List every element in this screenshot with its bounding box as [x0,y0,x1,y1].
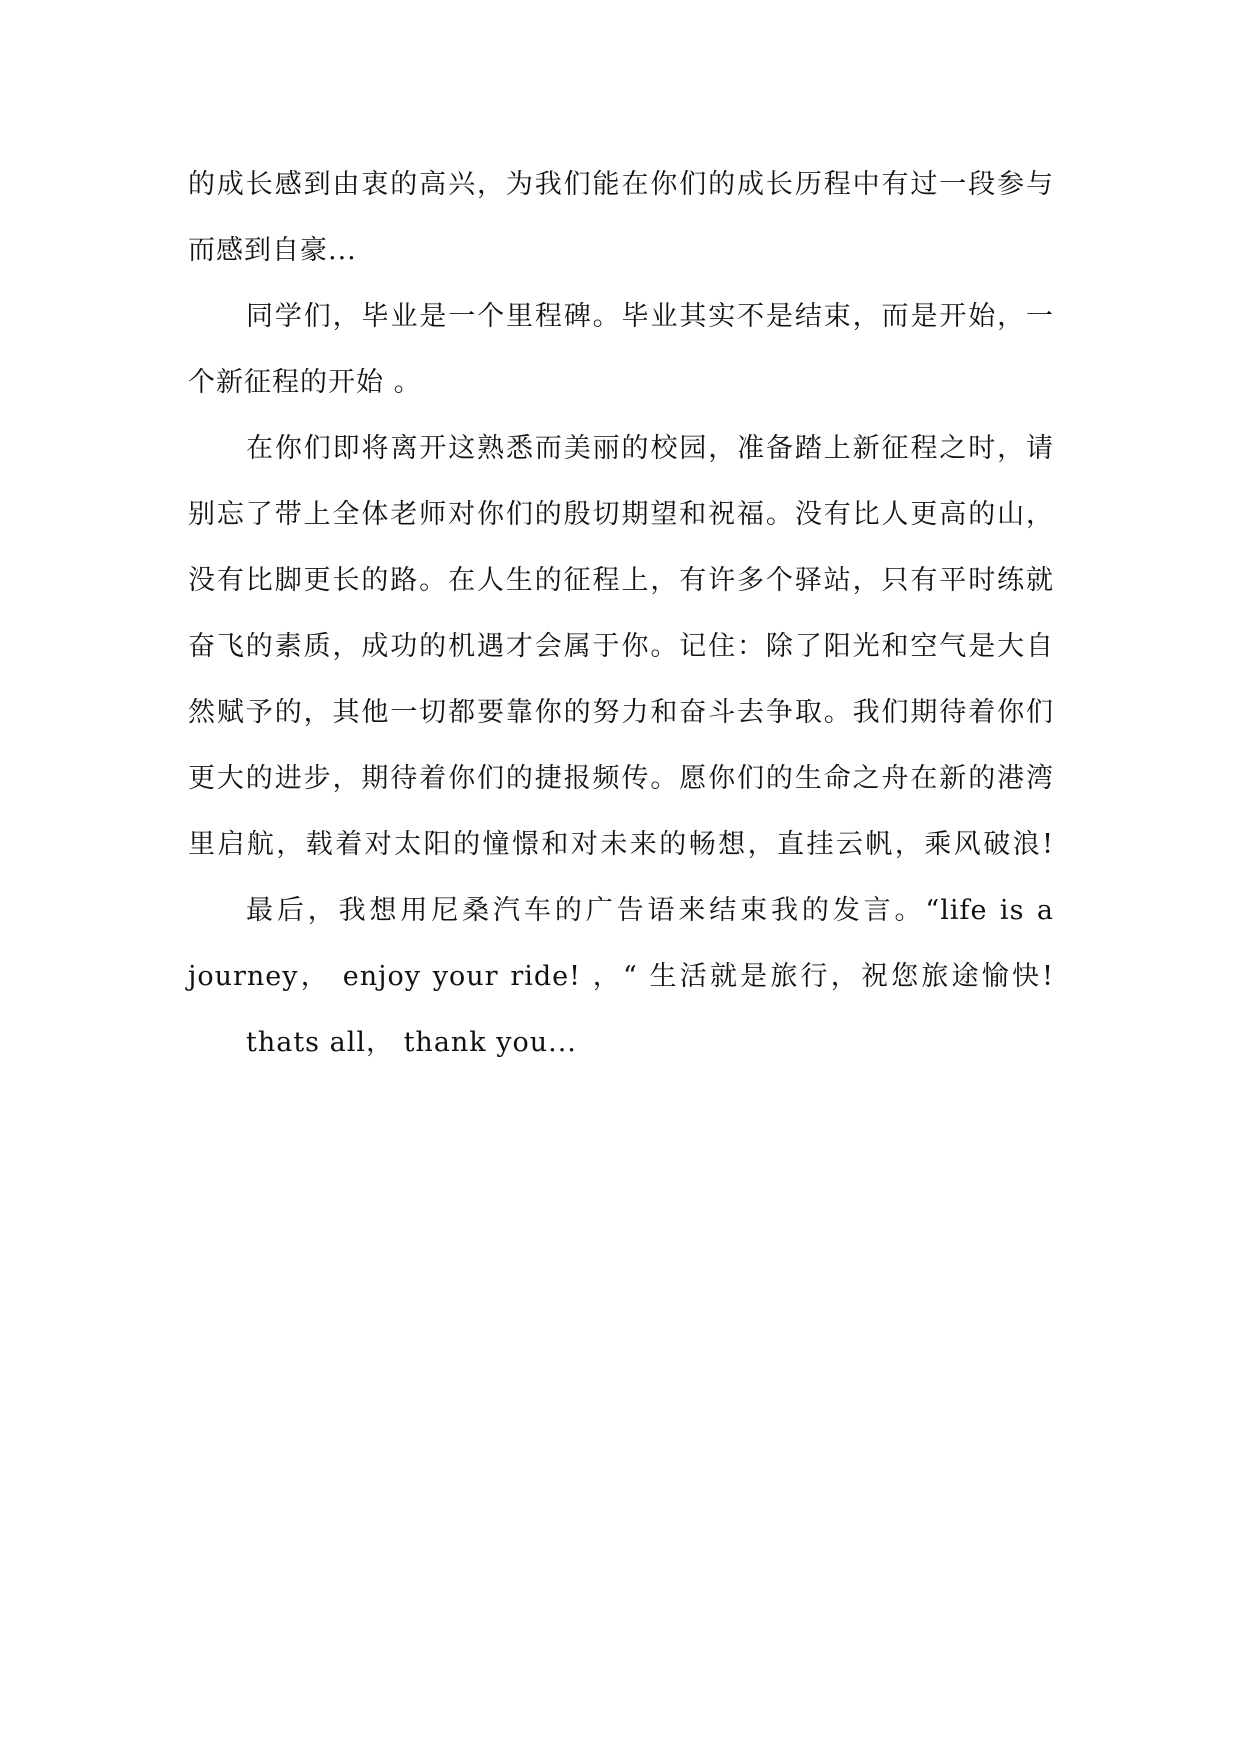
text-line: thats all， thank you... [246,1027,577,1058]
text-line: 奋飞的素质，成功的机遇才会属于你。记住：除了阳光和空气是大自 [188,631,1054,662]
document-body [188,152,1054,1076]
text-line: 在你们即将离开这熟悉而美丽的校园，准备踏上新征程之时，请 [246,433,1054,464]
text-line: 的成长感到由衷的高兴，为我们能在你们的成长历程中有过一段参与 [188,169,1054,200]
text-line: 最后，我想用尼桑汽车的广告语来结束我的发言。“life is a [246,895,1054,926]
text-line: 没有比脚更长的路。在人生的征程上，有许多个驿站，只有平时练就 [188,565,1054,596]
text-line: 而感到自豪... [188,235,357,266]
text-line: 同学们，毕业是一个里程碑。毕业其实不是结束，而是开始，一 [246,301,1054,332]
text-line: 然赋予的，其他一切都要靠你的努力和奋斗去争取。我们期待着你们 [188,697,1054,728]
text-line: 别忘了带上全体老师对你们的殷切期望和祝福。没有比人更高的山， [188,499,1054,530]
text-line: journey， enjoy your ride! ，“ 生活就是旅行，祝您旅途愉快! [188,961,1054,992]
text-line: 更大的进步，期待着你们的捷报频传。愿你们的生命之舟在新的港湾 [188,763,1054,794]
text-line: 里启航，载着对太阳的憧憬和对未来的畅想，直挂云帆，乘风破浪! [188,829,1054,860]
text-line: 个新征程的开始 。 [188,367,422,398]
